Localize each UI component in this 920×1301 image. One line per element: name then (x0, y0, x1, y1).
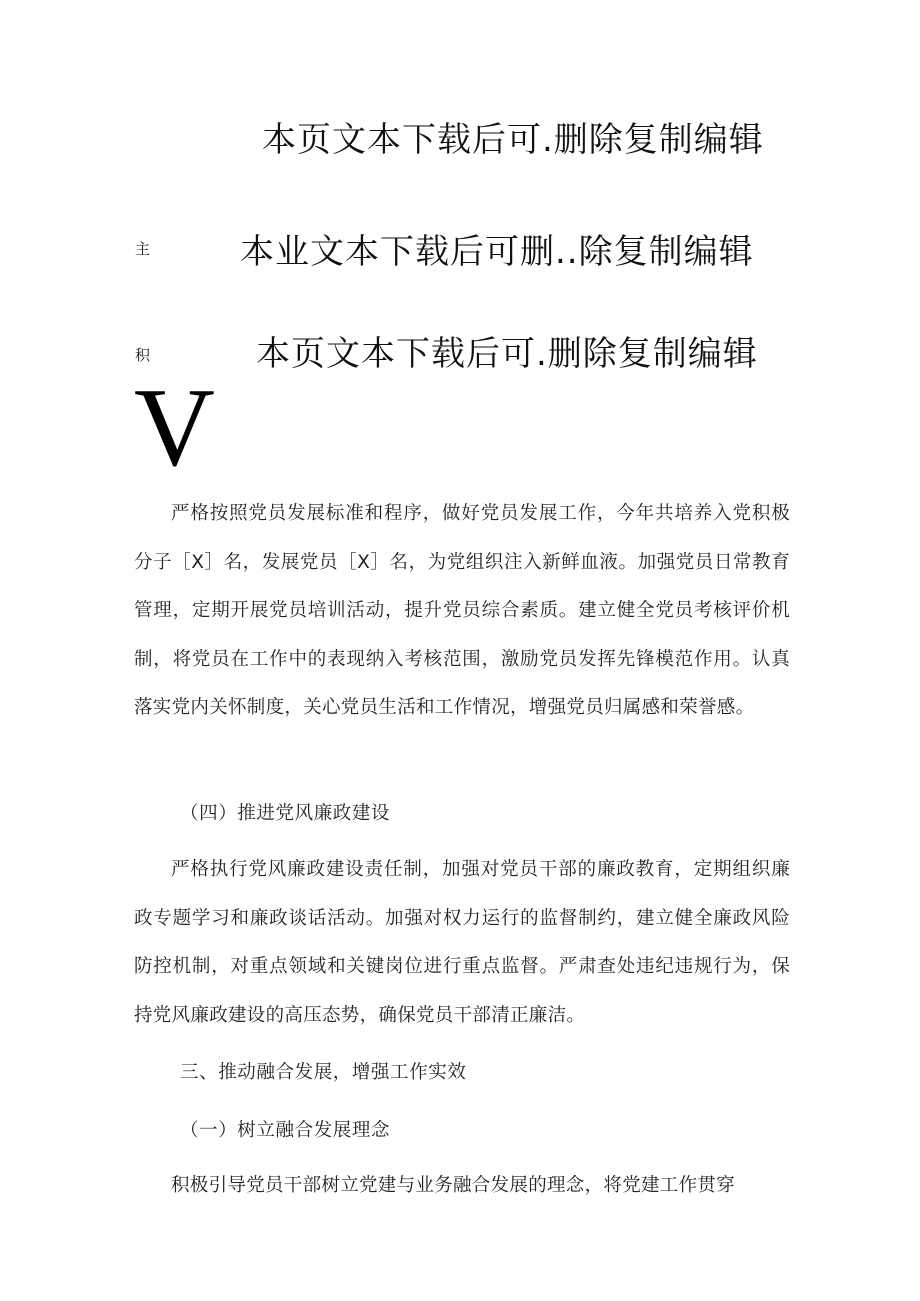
paragraph-integration: 积极引导党员干部树立党建与业务融合发展的理念，将党建工作贯穿 (171, 1175, 736, 1196)
section-heading-4: （四）推进党风廉政建设 (180, 803, 391, 824)
paragraph-clean-governance: 严格执行党风廉政建设责任制，加强对党员干部的廉政教育，定期组织廉政专题学习和廉政谈话活动。加强对权力运行的监督制约，建立健全廉政风险防控机制，对重点领域和关键岗位进行重点监督。严肃查处违纪违规行为，保持党风廉政建设的高压态势，确保党员干部清正廉洁。 (134, 859, 790, 1026)
watermark-line-1: 本页文本下载后可.删除复制编辑 (262, 120, 764, 160)
side-label-1: 主 (135, 240, 151, 258)
paragraph-party-development: 严格按照党员发展标准和程序，做好党员发展工作，今年共培养入党积极分子［X］名，发展党员［X］名，为党组织注入新鲜血液。加强党员日常教育管理，定期开展党员培训活动，提升党员综合素质。建立健全党员考核评价机制，将党员在工作中的表现纳入考核范围，激励党员发挥先锋模范作用。认真落实党内关怀制度，关心党员生活和工作情况，增强党员归属感和荣誉感。 (134, 503, 790, 719)
drop-letter: V (134, 366, 215, 490)
section-heading-1: （一）树立融合发展理念 (180, 1120, 391, 1141)
watermark-line-3: 本页文本下载后可.删除复制编辑 (256, 334, 758, 374)
side-label-2: 积 (135, 346, 151, 364)
chapter-heading-3: 三、推动融合发展，增强工作实效 (180, 1062, 467, 1083)
watermark-line-2: 本业文本下载后可删..除复制编辑 (240, 232, 754, 272)
